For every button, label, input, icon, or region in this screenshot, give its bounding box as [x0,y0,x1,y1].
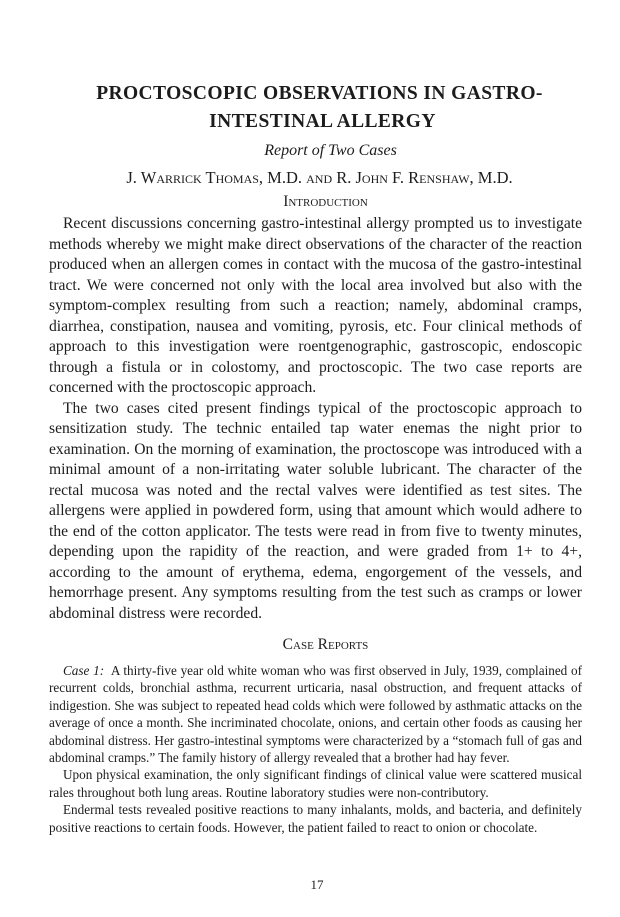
article-title-line-1: PROCTOSCOPIC OBSERVATIONS IN GASTRO- [96,83,543,104]
case-1-endermal-tests-paragraph: Endermal tests revealed positive reactions to many inhalants, molds, and bacteria, and definitely positive reactions to certain foods. However, the patient failed to react to onion or chocolate. [49,802,582,835]
case-reports-heading: Case Reports [282,636,369,653]
case-1-physical-exam-paragraph: Upon physical examination, the only significant findings of clinical value were scattered musical rales throughout both lung areas. Routine laboratory studies were non-contributory. [49,767,582,800]
article-title-line-2: INTESTINAL ALLERGY [209,111,436,132]
article-subtitle: Report of Two Cases [264,142,397,159]
article-authors: J. Warrick Thomas, M.D. and R. John F. Renshaw, M.D. [126,168,513,187]
case-1-label: Case 1: [63,663,105,678]
case-1-text: A thirty-five year old white woman who was first observed in July, 1939, complained of recurrent colds, bronchial asthma, recurrent urticaria, nasal obstruction, and frequent attacks of indigestion. She was subject to repeated head colds which were followed by asthmatic attacks on the average of once a month. She incriminated chocolate, onions, and certain other foods as causing her abdominal distress. Her gastro-intestinal symptoms were characterized by a “stomach full of gas and abdominal cramps.” The family history of allergy revealed that a brother had hay fever. [49,663,582,766]
introduction-paragraph-2: The two cases cited present findings typical of the proctoscopic approach to sensitization study. The technic entailed tap water enemas the night prior to examination. On the morning of examination, the proctoscope was introduced with a minimal amount of a non-irritating water soluble lubricant. The character of the rectal mucosa was noted and the rectal valves were identified as test sites. The allergens were applied in powdered form, using that amount which would adhere to the end of the cotton applicator. The tests were read in from five to twenty minutes, depending upon the rapidity of the reaction, and were graded from 1+ to 4+, according to the amount of erythema, edema, engorgement of the vessels, and hemorrhage present. Any symptoms resulting from the test such as cramps or lower abdominal distress were recorded. [49,399,582,622]
introduction-paragraph-1: Recent discussions concerning gastro-intestinal allergy prompted us to investigate methods whereby we might make direct observations of the character of the reaction produced when an allergen comes in contact with the mucosa of the gastro-intestinal tract. We were concerned not only with the local area involved but also with the symptom-complex resulting from such a reaction; namely, abdominal cramps, diarrhea, constipation, nausea and vomiting, pyrosis, etc. Four clinical methods of approach to this investigation were roentgenographic, gastroscopic, endoscopic through a fistula or in colostomy, and proctoscopic. The two case reports are concerned with the proctoscopic approach. [49,215,582,396]
article-title [49,0,582,136]
introduction-heading: Introduction [283,193,368,210]
page-number: 17 [310,877,324,892]
case-1-paragraph [49,662,582,766]
